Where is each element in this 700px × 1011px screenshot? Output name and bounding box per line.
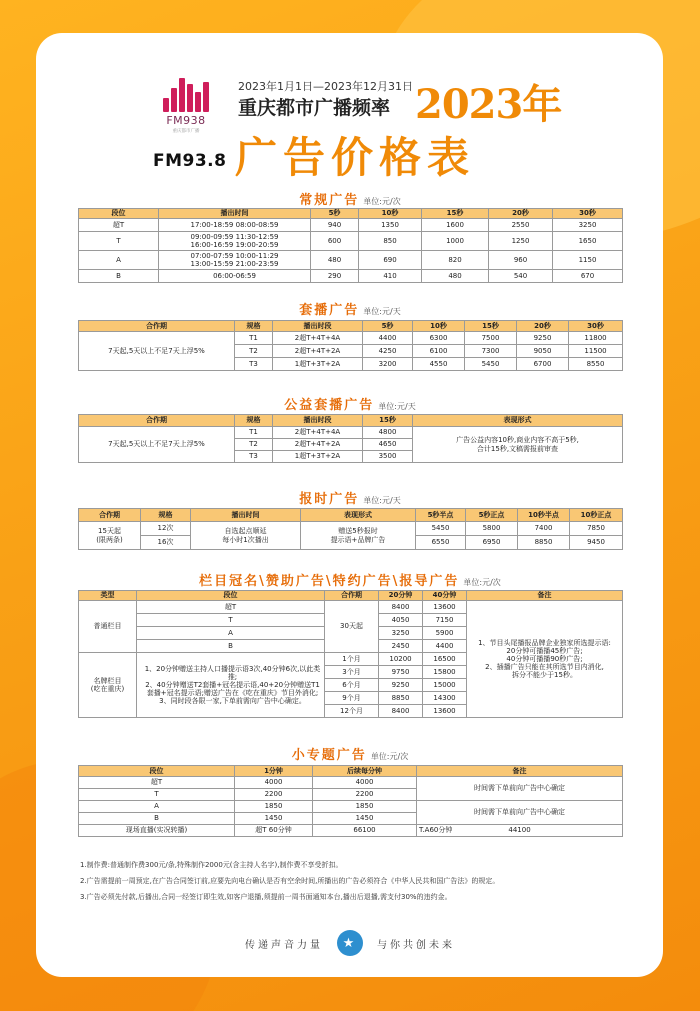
table-row: [79, 251, 623, 270]
table-cell: 2200: [313, 789, 417, 801]
section-title-package: [0, 299, 700, 318]
table-sponsor: [78, 590, 623, 718]
footnote: 2.广告需提前一周预定,在广告合同签订前,应要先向电台确认是否有空余时间,所播出的广告必须符合《中华人民共和国广告法》的规定。: [80, 877, 500, 885]
table-cell: 9450: [570, 536, 623, 550]
table-cell: 940: [311, 219, 359, 232]
table-cell: 3个月: [325, 666, 379, 679]
table-cell: T2: [235, 439, 273, 451]
table-cell: 9750: [379, 666, 423, 679]
remark-cell: 时间需下单前向广告中心确定: [417, 801, 623, 825]
table-cell: 3200: [363, 358, 413, 371]
frequency-label: FM93.8: [153, 151, 227, 171]
table-cell: 4550: [413, 358, 465, 371]
table-cell: T1: [235, 427, 273, 439]
table-cell: 9个月: [325, 692, 379, 705]
table-cell: 3250: [553, 219, 623, 232]
table-header-cell: 20秒: [489, 209, 553, 219]
section-unit: 单位:元/天: [378, 402, 416, 411]
table-header-cell: 10秒: [359, 209, 422, 219]
table-cell: 480: [422, 270, 489, 283]
table-cell: T: [79, 789, 235, 801]
table-cell: 4650: [363, 439, 413, 451]
table-header-row: [79, 321, 623, 332]
table-row: [79, 801, 623, 813]
table-cell: 7150: [423, 614, 467, 627]
table-cell: 8400: [379, 705, 423, 718]
table-row: [79, 232, 623, 251]
table-header-cell: 5秒半点: [416, 509, 466, 522]
table-cell: B: [79, 813, 235, 825]
broadcast-time: 自选起点顺延 每小时1次播出: [191, 522, 301, 550]
table-cell: 15000: [423, 679, 467, 692]
table-cell: 8850: [518, 536, 570, 550]
station-logo: [162, 78, 210, 146]
table-cell: 2超T+4T+4A: [273, 332, 363, 345]
logo-subtext: 重庆都市广播: [172, 128, 200, 134]
table-cell: 5450: [465, 358, 517, 371]
table-header-cell: 5秒正点: [466, 509, 518, 522]
table-header-row: [79, 209, 623, 219]
table-cell: 690: [359, 251, 422, 270]
table-header-cell: 1分钟: [235, 766, 313, 777]
column-type: 普通栏目: [79, 601, 137, 653]
table-row: [79, 427, 623, 439]
slogan: [0, 930, 700, 956]
section-title-text: 套播广告: [299, 303, 360, 318]
live-ta-price: 44100: [508, 826, 531, 835]
table-cell: 11800: [569, 332, 623, 345]
table-cell: A: [137, 627, 325, 640]
table-timecheck: [78, 508, 623, 550]
table-cell: 1850: [313, 801, 417, 813]
table-cell: 1个月: [325, 653, 379, 666]
table-cell: A: [79, 251, 159, 270]
section-unit: 单位:元/天: [363, 307, 401, 316]
table-regular: [78, 208, 623, 283]
section-title-text: 小专题广告: [291, 748, 367, 763]
section-title-timecheck: [0, 488, 700, 507]
table-cell: 4000: [313, 777, 417, 789]
table-cell: 5900: [423, 627, 467, 640]
table-header-cell: 规格: [141, 509, 191, 522]
table-cell: 410: [359, 270, 422, 283]
table-cell: 7400: [518, 522, 570, 536]
table-cell: 8550: [569, 358, 623, 371]
table-cell: 1超T+3T+2A: [273, 451, 363, 463]
presentation-form: 赠送5秒报时 提示语+品牌广告: [301, 522, 416, 550]
table-cell: 1450: [235, 813, 313, 825]
table-cell: 9050: [517, 345, 569, 358]
table-cell: 15800: [423, 666, 467, 679]
table-cell: 5450: [416, 522, 466, 536]
table-header-cell: 5秒: [363, 321, 413, 332]
table-cell: 7850: [570, 522, 623, 536]
table-cell: T1: [235, 332, 273, 345]
table-cell: 540: [489, 270, 553, 283]
section-unit: 单位:元/天: [363, 496, 401, 505]
table-cell: 2450: [379, 640, 423, 653]
table-cell: B: [137, 640, 325, 653]
star-badge-icon: ★: [337, 930, 363, 956]
table-row: [79, 825, 623, 837]
section-unit: 单位:元/次: [370, 752, 409, 761]
table-cell: 66100: [313, 825, 417, 837]
table-cell: 600: [311, 232, 359, 251]
slogan-right: 与你共创未来: [377, 939, 455, 951]
table-cell: 1850: [235, 801, 313, 813]
table-cell: 3250: [379, 627, 423, 640]
table-package: [78, 320, 623, 371]
table-header-cell: 10秒: [413, 321, 465, 332]
table-header-cell: 合作期: [79, 321, 235, 332]
table-cell: 1650: [553, 232, 623, 251]
footnote: 1.制作费:普通制作费300元/条,特殊制作2000元(含主持人名字),制作费不享受折扣。: [80, 861, 343, 869]
table-cell: 超T: [137, 601, 325, 614]
table-header-cell: 40分钟: [423, 591, 467, 601]
table-cell: T2: [235, 345, 273, 358]
table-header-cell: 合作期: [325, 591, 379, 601]
table-cell: 4250: [363, 345, 413, 358]
section-title-text: 栏目冠名\赞助广告\特约广告\报导广告: [199, 574, 460, 589]
table-cell: 6300: [413, 332, 465, 345]
table-row: [79, 601, 623, 614]
table-cell: T: [137, 614, 325, 627]
table-cell: T: [79, 232, 159, 251]
table-header-cell: 备注: [417, 766, 623, 777]
table-header-cell: 合作期: [79, 509, 141, 522]
table-cell: 1超T+3T+2A: [273, 358, 363, 371]
slogan-left: 传递声音力量: [245, 939, 323, 951]
description-cell: 1、20分钟赠送主持人口播提示语3次,40分钟6次,以此类推; 2、40分钟赠送T2套播+冠名提示语,40+20分钟赠送T1套播+冠名提示语;赠送广告在《吃在重庆》节目外消化; 3、同时段各限一家,下单前需向广告中心确定。: [137, 653, 325, 718]
table-header-cell: 合作期: [79, 415, 235, 427]
table-cell: 6700: [517, 358, 569, 371]
table-cell: 09:00-09:59 11:30-12:59 16:00-16:59 19:00-20:59: [159, 232, 311, 251]
section-unit: 单位:元/次: [363, 197, 401, 206]
table-cell: 3500: [363, 451, 413, 463]
table-cell: 6个月: [325, 679, 379, 692]
table-cell: 5800: [466, 522, 518, 536]
table-cell: 16次: [141, 536, 191, 550]
table-header-cell: 后续每分钟: [313, 766, 417, 777]
table-cell: 4800: [363, 427, 413, 439]
table-header-cell: 段位: [137, 591, 325, 601]
table-cell: T3: [235, 451, 273, 463]
live-ta-duration: T.A60分钟: [419, 826, 453, 835]
section-unit: 单位:元/次: [463, 578, 501, 587]
table-cell: 9250: [517, 332, 569, 345]
table-cell: 4400: [423, 640, 467, 653]
table-cell: 1000: [422, 232, 489, 251]
table-cell: 960: [489, 251, 553, 270]
page-title: 广告价格表: [235, 133, 476, 182]
table-cell: 超T: [79, 777, 235, 789]
table-cell: 7500: [465, 332, 517, 345]
table-header-cell: 20秒: [517, 321, 569, 332]
table-cell: 06:00-06:59: [159, 270, 311, 283]
table-row: [79, 219, 623, 232]
table-header-cell: 30秒: [553, 209, 623, 219]
table-cell: 1250: [489, 232, 553, 251]
table-cell: 480: [311, 251, 359, 270]
table-header-cell: 备注: [467, 591, 623, 601]
table-header-row: [79, 415, 623, 427]
remark-cell: 1、节目头尾播报品牌企业独家所选提示语: 20分钟可播播45秒广告; 40分钟可播播90秒广告; 2、插播广告只能在其所选节目内消化, 拆分不能少于15秒。: [467, 601, 623, 718]
table-cell: 820: [422, 251, 489, 270]
remark-cell: 时间需下单前向广告中心确定: [417, 777, 623, 801]
table-header-row: [79, 509, 623, 522]
table-cell: 10200: [379, 653, 423, 666]
table-cell: 17:00-18:59 08:00-08:59: [159, 219, 311, 232]
table-cell: 7300: [465, 345, 517, 358]
table-cell: 1600: [422, 219, 489, 232]
section-title-public: [0, 394, 700, 413]
table-cell: 13600: [423, 601, 467, 614]
table-row: [79, 270, 623, 283]
table-header-cell: 表现形式: [301, 509, 416, 522]
table-header-cell: 段位: [79, 766, 235, 777]
table-cell: 2超T+4T+2A: [273, 345, 363, 358]
table-header-cell: 播出时间: [191, 509, 301, 522]
cooperation-period: 15天起 (限两条): [79, 522, 141, 550]
table-header-cell: 播出时段: [273, 415, 363, 427]
table-header-cell: 15秒: [422, 209, 489, 219]
table-cell: 超T 60分钟: [235, 825, 313, 837]
table-cell: 8400: [379, 601, 423, 614]
table-header-cell: 类型: [79, 591, 137, 601]
footnote: 3.广告必须先付款,后播出,合同一经签订即生效,如客户退播,须提前一周书面通知本台,播出后退播,需支付30%的违约金。: [80, 893, 452, 901]
table-cell: 1350: [359, 219, 422, 232]
table-header-cell: 20分钟: [379, 591, 423, 601]
table-header-row: [79, 591, 623, 601]
logo-bars-icon: [162, 78, 210, 112]
table-cell: 1150: [553, 251, 623, 270]
table-cell: 4400: [363, 332, 413, 345]
table-header-cell: 10秒半点: [518, 509, 570, 522]
table-header-cell: 5秒: [311, 209, 359, 219]
table-special: [78, 765, 623, 837]
table-header-cell: 30秒: [569, 321, 623, 332]
live-ta-cell: [417, 825, 623, 837]
table-cell: 6550: [416, 536, 466, 550]
table-cell: 07:00-07:59 10:00-11:29 13:00-15:59 21:00-23:59: [159, 251, 311, 270]
station-name: 重庆都市广播频率: [238, 97, 391, 119]
table-cell: 6950: [466, 536, 518, 550]
table-header-cell: 表现形式: [413, 415, 623, 427]
table-cell: 2200: [235, 789, 313, 801]
table-cell: 16500: [423, 653, 467, 666]
section-title-text: 报时广告: [299, 492, 360, 507]
cooperation-period: 7天起,5天以上不足7天上浮5%: [79, 427, 235, 463]
date-range: 2023年1月1日—2023年12月31日: [238, 80, 413, 93]
table-cell: 11500: [569, 345, 623, 358]
table-cell: 14300: [423, 692, 467, 705]
section-title-text: 公益套播广告: [284, 398, 375, 413]
table-public: [78, 414, 623, 463]
table-header-cell: 播出时间: [159, 209, 311, 219]
cooperation-period: 30天起: [325, 601, 379, 653]
presentation-form: 广告公益内容10秒,商业内容不高于5秒, 合计15秒,文稿需报前审查: [413, 427, 623, 463]
table-header-cell: 15秒: [363, 415, 413, 427]
year-label: 2023年: [415, 81, 562, 128]
table-header-cell: 10秒正点: [570, 509, 623, 522]
table-cell: 2550: [489, 219, 553, 232]
table-row: [79, 332, 623, 345]
table-cell: 6100: [413, 345, 465, 358]
table-header-row: [79, 766, 623, 777]
table-cell: 12次: [141, 522, 191, 536]
table-header-cell: 规格: [235, 415, 273, 427]
section-title-regular: [0, 189, 700, 208]
table-row: [79, 522, 623, 536]
table-header-cell: 15秒: [465, 321, 517, 332]
table-cell: T3: [235, 358, 273, 371]
table-cell: 290: [311, 270, 359, 283]
table-cell: 2超T+4T+4A: [273, 427, 363, 439]
table-header-cell: 规格: [235, 321, 273, 332]
section-title-special: [0, 744, 700, 763]
table-cell: 13600: [423, 705, 467, 718]
table-cell: 4050: [379, 614, 423, 627]
table-cell: 850: [359, 232, 422, 251]
table-cell: 670: [553, 270, 623, 283]
table-cell: 4000: [235, 777, 313, 789]
table-cell: 12个月: [325, 705, 379, 718]
table-row: [79, 777, 623, 789]
table-cell: 1450: [313, 813, 417, 825]
section-title-text: 常规广告: [299, 193, 360, 208]
logo-text: FM938: [166, 114, 206, 127]
column-type: 名牌栏目 (吃在重庆): [79, 653, 137, 718]
footnotes: [80, 860, 620, 908]
table-cell: 9250: [379, 679, 423, 692]
section-title-sponsor: [0, 570, 700, 589]
table-cell: 现场直播(实况转播): [79, 825, 235, 837]
table-header-cell: 段位: [79, 209, 159, 219]
table-cell: A: [79, 801, 235, 813]
table-cell: 2超T+4T+2A: [273, 439, 363, 451]
table-cell: 8850: [379, 692, 423, 705]
table-cell: 超T: [79, 219, 159, 232]
table-header-cell: 播出时段: [273, 321, 363, 332]
cooperation-period: 7天起,5天以上不足7天上浮5%: [79, 332, 235, 371]
table-cell: B: [79, 270, 159, 283]
